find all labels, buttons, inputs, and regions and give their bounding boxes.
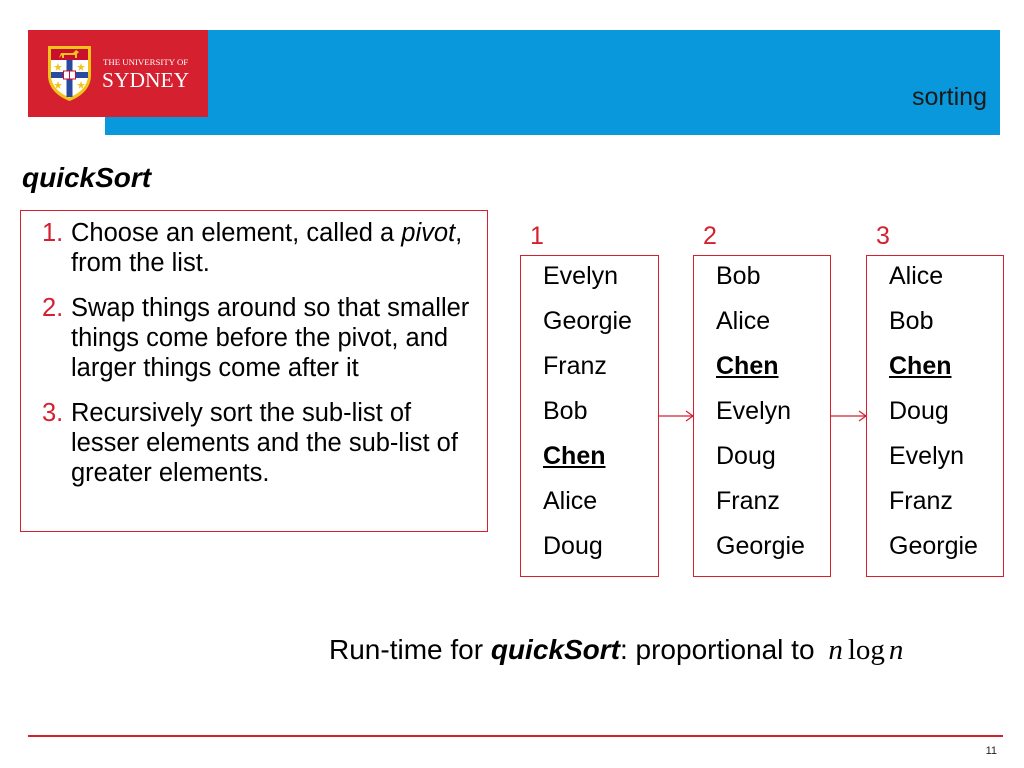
list-item: Georgie [543, 307, 632, 335]
name-list-box [520, 255, 659, 577]
column-label: 3 [876, 222, 890, 250]
logo-text-small: THE UNIVERSITY OF [103, 57, 189, 67]
list-item: Bob [716, 262, 761, 290]
step-text-segment: Choose an element, called a [71, 219, 402, 247]
logo-text-large: SYDNEY [102, 68, 190, 92]
list-item: Doug [716, 442, 776, 470]
list-item: Evelyn [543, 262, 619, 290]
step-number: 2. [42, 294, 64, 322]
list-item: Doug [543, 532, 603, 560]
step-2 [42, 293, 487, 383]
university-logo [28, 30, 208, 117]
university-crest-icon [47, 45, 92, 102]
algorithm-name: quickSort [490, 634, 620, 665]
steps-box [20, 210, 488, 532]
step-text: Recursively sort the sub-list of lesser elements and the sub-list of greater elements. [71, 399, 458, 487]
runtime-statement [329, 633, 903, 667]
list-item: Franz [716, 487, 780, 515]
name-list-box [693, 255, 831, 577]
page-number: 11 [985, 745, 997, 757]
list-item: Georgie [716, 532, 805, 560]
step-text-segment: , from the list. [71, 219, 463, 277]
column-label: 1 [530, 222, 544, 250]
complexity-formula [828, 634, 903, 666]
runtime-prefix: Run-time for [329, 634, 491, 665]
formula-variable: n [888, 634, 904, 666]
footer-divider [28, 735, 1003, 737]
steps-list [42, 218, 487, 488]
list-item: Alice [889, 262, 944, 290]
step-text [71, 218, 479, 278]
list-item: Alice [543, 487, 598, 515]
runtime-middle: : proportional to [619, 634, 823, 665]
list-item: Georgie [889, 532, 978, 560]
header-bar [105, 30, 1000, 135]
list-item: Evelyn [716, 397, 792, 425]
list-item: Bob [889, 307, 934, 335]
list-item: Evelyn [889, 442, 965, 470]
pivot-term: pivot [401, 219, 456, 247]
right-arrow-icon [658, 409, 694, 423]
pivot-list-item: Chen [716, 352, 779, 380]
step-3 [42, 398, 487, 488]
formula-operator: log [847, 634, 885, 666]
name-list-box [866, 255, 1004, 577]
right-arrow-icon [830, 409, 867, 423]
list-item: Alice [716, 307, 771, 335]
list-item: Franz [889, 487, 953, 515]
step-number: 3. [42, 399, 64, 427]
list-item: Franz [543, 352, 607, 380]
step-text: Swap things around so that smaller things come before the pivot, and larger things come after it [71, 294, 470, 382]
step-1 [42, 218, 487, 278]
pivot-list-item: Chen [543, 442, 606, 470]
section-title: sorting [911, 83, 987, 111]
step-number: 1. [42, 219, 64, 247]
list-item: Doug [889, 397, 949, 425]
column-label: 2 [703, 222, 717, 250]
formula-variable: n [828, 634, 843, 666]
pivot-list-item: Chen [889, 352, 952, 380]
slide-title: quickSort [22, 162, 152, 193]
list-item: Bob [543, 397, 588, 425]
